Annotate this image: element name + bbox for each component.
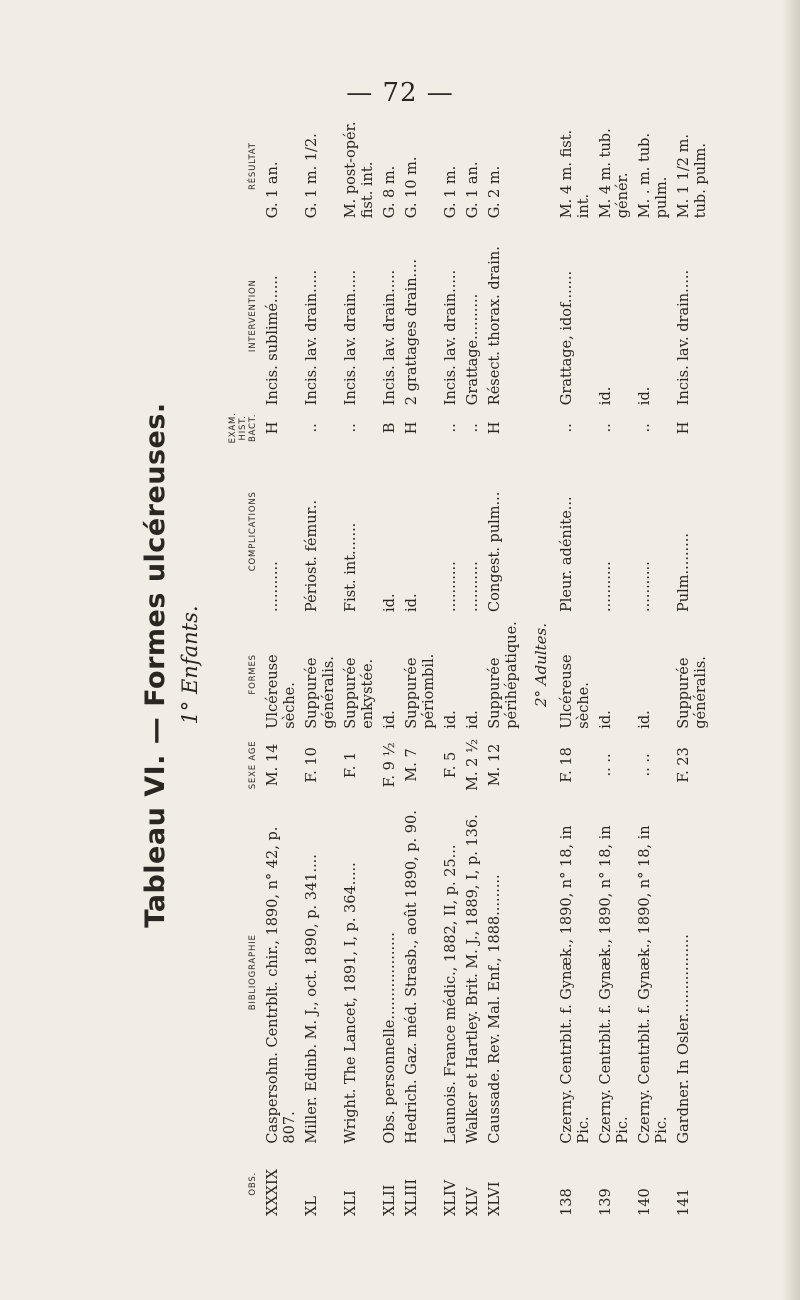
cell-obs: XLV [465, 1187, 481, 1216]
table-row [673, 110, 712, 1220]
cell-resultat: G. 10 m. [404, 156, 420, 219]
cell-obs: 140 [637, 1188, 653, 1216]
cell-sexe-age [556, 733, 595, 797]
cell-examen: .. [443, 423, 459, 433]
sexe-value: M. [465, 771, 481, 791]
age-value: 10 [304, 747, 320, 766]
cell-resultat: G. 1 m. [443, 165, 459, 219]
cell-obs: XL [304, 1196, 320, 1216]
cell-sexe-age [673, 733, 712, 797]
age-value: 1 [343, 751, 359, 762]
cell-examen: .. [559, 423, 575, 433]
table-row [595, 110, 634, 1220]
cell-obs: XLII [382, 1184, 398, 1216]
cell-complications: Périost. fémur.. [304, 499, 320, 612]
table-row [340, 110, 379, 1220]
table-row [379, 110, 401, 1220]
cell-complications: Congest. pulm... [487, 491, 503, 612]
cell-examen: .. [465, 423, 481, 433]
cell-sexe-age [595, 733, 634, 797]
cell-intervention: Incis. lav. drain..... [676, 269, 692, 406]
sexe-value: F. [443, 765, 459, 779]
cell-forme: Suppurée enkystée. [343, 657, 376, 729]
cell-obs: XLIV [443, 1179, 459, 1216]
sexe-value: M. [265, 766, 281, 787]
cell-forme: id. [637, 710, 653, 729]
cell-complications: id. [404, 593, 420, 612]
cell-forme: id. [443, 710, 459, 729]
cell-forme: Suppurée périombil. [404, 653, 437, 729]
cell-complications: ........... [443, 561, 459, 612]
section-adults-heading: 2° Adultes. [532, 622, 550, 708]
cell-bibliographie: Launois. France médic., 1882, II, p. 25... [443, 844, 459, 1144]
cell-sexe-age [401, 733, 440, 797]
cell-bibliographie: Hedrich. Gaz. méd. Strasb., août 1890, p. 90. [404, 810, 420, 1144]
cell-resultat: M. . m. tub. pulm. [637, 132, 670, 219]
age-value: .. [637, 753, 653, 763]
cell-bibliographie: Obs. personnelle................... [382, 932, 398, 1144]
cell-complications: ........... [465, 561, 481, 612]
section-children-heading: 1° Enfants. [178, 605, 202, 725]
cell-sexe-age [301, 733, 340, 797]
cell-intervention: Incis. lav. drain..... [382, 269, 398, 406]
age-value: 9 ½ [382, 742, 398, 771]
header-complications: COMPLICATIONS [248, 491, 258, 572]
cell-obs: XLIII [404, 1178, 420, 1216]
cell-forme: Suppurée généralis. [304, 656, 337, 729]
table-header-row [222, 110, 262, 1220]
table-row [401, 110, 440, 1220]
cell-intervention: id. [637, 386, 653, 406]
sexe-value: M. [404, 762, 420, 782]
cell-examen: .. [598, 423, 614, 433]
cell-resultat: M. 4 m. tub. génér. [598, 128, 631, 219]
cell-obs: 139 [598, 1188, 614, 1216]
cell-intervention: Incis. lav. drain..... [343, 269, 359, 406]
cell-resultat: M. 4 m. fist. int. [559, 129, 592, 219]
header-bibliographie: BIBLIOGRAPHIE [248, 934, 258, 1011]
age-value: 14 [265, 743, 281, 763]
table-row [634, 110, 673, 1220]
table-row [556, 110, 595, 1220]
table-row [484, 110, 523, 1220]
cell-forme: Suppurée généralis. [676, 656, 709, 729]
page-edge-shadow [782, 0, 800, 1300]
cell-forme: Ulcéreuse sèche. [265, 654, 298, 729]
cell-bibliographie: Czerny. Centrblt. f. Gynæk., 1890, n° 18, in Pic. [637, 825, 670, 1144]
sexe-value: F. [304, 770, 320, 783]
cell-obs: XXXIX [265, 1168, 281, 1216]
table-row [440, 110, 462, 1220]
sexe-value: .. [637, 767, 653, 777]
cell-complications: ........... [598, 561, 614, 612]
cell-examen: .. [637, 423, 653, 433]
cell-intervention: 2 grattages drain.... [404, 259, 420, 406]
cell-intervention: Incis. sublimé...... [265, 275, 281, 406]
cell-complications: ........... [637, 561, 653, 612]
cell-sexe-age [484, 733, 523, 797]
sexe-value: F. [382, 774, 398, 788]
cell-sexe-age [262, 733, 301, 797]
cases-table [222, 110, 712, 1220]
cell-examen: .. [304, 423, 320, 433]
cell-sexe-age [340, 733, 379, 797]
age-value: 7 [404, 748, 420, 758]
table-row [262, 110, 301, 1220]
cell-resultat: G. 1 an. [465, 161, 481, 219]
cell-forme: id. [598, 710, 614, 729]
sexe-value: F. [343, 765, 359, 779]
cell-complications: id. [382, 593, 398, 612]
cell-examen: H [265, 421, 281, 435]
cell-examen: H [487, 421, 503, 435]
cell-obs: XLVI [487, 1181, 503, 1216]
header-obs: OBS. [248, 1171, 258, 1196]
sexe-value: F. [559, 770, 575, 783]
cell-bibliographie: Czerny. Centrblt. f. Gynæk., 1890, n° 18, in Pic. [559, 825, 592, 1144]
cell-sexe-age [634, 733, 673, 797]
cell-complications: Fist. int....... [343, 522, 359, 612]
cell-sexe-age [440, 733, 462, 797]
cell-examen: H [404, 421, 420, 435]
cell-forme: Ulcéreuse sèche. [559, 654, 592, 729]
cell-sexe-age [462, 733, 484, 797]
age-value: 23 [676, 747, 692, 766]
age-value: 12 [487, 743, 503, 763]
sexe-value: M. [487, 766, 503, 787]
cell-obs: XLI [343, 1190, 359, 1216]
table-title: Tableau VI. — Formes ulcéreuses. [140, 402, 171, 928]
cell-resultat: G. 8 m. [382, 165, 398, 219]
cell-bibliographie: Wright. The Lancet, 1891, I, p. 364..... [343, 862, 359, 1144]
header-formes: FORMES [248, 654, 258, 695]
cell-resultat: G. 2 m. [487, 165, 503, 219]
cell-obs: 141 [676, 1188, 692, 1216]
cell-bibliographie: Miller. Edinb. M. J., oct. 1890, p. 341.... [304, 854, 320, 1144]
cell-sexe-age [379, 733, 401, 797]
sexe-value: .. [598, 767, 614, 777]
cell-resultat: G. 1 m. 1/2. [304, 133, 320, 219]
cell-intervention: Incis. lav. drain..... [304, 269, 320, 406]
cell-resultat: M. post-opér. fist. int. [343, 121, 376, 219]
sexe-value: F. [676, 770, 692, 783]
section-adults-row [523, 110, 556, 1220]
age-value: 5 [443, 751, 459, 762]
cell-bibliographie: Czerny. Centrblt. f. Gynæk., 1890, n° 18, in Pic. [598, 825, 631, 1144]
cell-intervention: id. [598, 386, 614, 406]
header-examen: EXAM. HIST. BACT. [228, 412, 258, 444]
cell-examen: H [676, 421, 692, 435]
table-row [301, 110, 340, 1220]
cell-intervention: Grattage, idof....... [559, 270, 575, 406]
cell-forme: id. [465, 710, 481, 729]
cell-intervention: Résect. thorax. drain. [487, 246, 503, 406]
cell-examen: .. [343, 423, 359, 433]
cell-intervention: Incis. lav. drain..... [443, 269, 459, 406]
table-row [462, 110, 484, 1220]
adult-rows [556, 110, 712, 1220]
cell-complications: ........... [265, 561, 281, 612]
age-value: 18 [559, 747, 575, 766]
age-value: .. [598, 753, 614, 763]
cell-bibliographie: Caussade. Rev. Mal. Enf., 1888......... [487, 874, 503, 1144]
cell-complications: Pulm......... [676, 533, 692, 612]
header-resultat: RÉSULTAT [248, 142, 258, 190]
cell-resultat: M. 1 1/2 m. tub. pulm. [676, 134, 709, 219]
cell-bibliographie: Gardner. In Osler.................. [676, 934, 692, 1144]
cell-complications: Pleur. adénite... [559, 496, 575, 612]
cell-forme: Suppurée périhépatique. [487, 621, 520, 729]
cell-bibliographie: Caspersohn. Centrblt. chir., 1890, n° 42, p. 807. [265, 826, 298, 1144]
children-rows [262, 110, 523, 1220]
cell-resultat: G. 1 an. [265, 161, 281, 219]
cell-obs: 138 [559, 1188, 575, 1216]
header-sexe-age: SEXE AGE [248, 740, 258, 790]
page-number: — 72 — [346, 78, 454, 108]
cell-bibliographie: Walker et Hartley. Brit. M. J., 1889, I, p. 136. [465, 814, 481, 1144]
cell-forme: id. [382, 710, 398, 729]
cell-examen: B [382, 422, 398, 434]
header-intervention: INTERVENTION [248, 279, 258, 353]
rotated-table-block [140, 110, 760, 1220]
cell-intervention: Grattage.......... [465, 293, 481, 406]
age-value: 2 ½ [465, 738, 481, 767]
